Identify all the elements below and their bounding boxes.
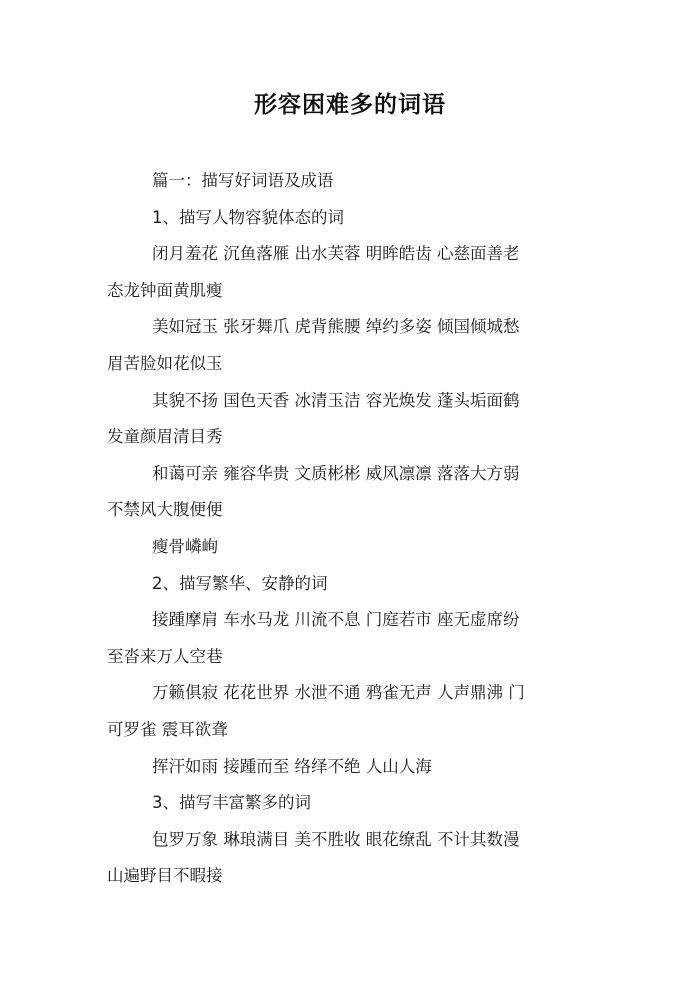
paragraph-line: 态龙钟面黄肌瘦 bbox=[107, 280, 223, 300]
document-body bbox=[107, 163, 597, 895]
paragraph-line: 可罗雀 震耳欲聋 bbox=[107, 719, 228, 739]
paragraph-line: 闭月羞花 沉鱼落雁 出水芙蓉 明眸皓齿 心慈面善老 bbox=[152, 244, 520, 264]
paragraph-line: 万籁俱寂 花花世界 水泄不通 鸦雀无声 人声鼎沸 门 bbox=[152, 683, 525, 703]
paragraph-line: 不禁风大腹便便 bbox=[107, 500, 223, 520]
paragraph-line: 和蔼可亲 雍容华贵 文质彬彬 威风凛凛 落落大方弱 bbox=[152, 463, 520, 483]
paragraph-line: 发童颜眉清目秀 bbox=[107, 427, 223, 447]
paragraph-line: 至沓来万人空巷 bbox=[107, 646, 223, 666]
paragraph-line: 接踵摩肩 车水马龙 川流不息 门庭若市 座无虚席纷 bbox=[152, 610, 520, 630]
section-heading: 2、描写繁华、安静的词 bbox=[152, 573, 328, 593]
paragraph-line: 挥汗如雨 接踵而至 络绎不绝 人山人海 bbox=[152, 756, 432, 776]
section-heading: 1、描写人物容貌体态的词 bbox=[152, 207, 344, 227]
paragraph-line: 瘦骨嶙峋 bbox=[152, 536, 218, 556]
paragraph-line: 美如冠玉 张牙舞爪 虎背熊腰 绰约多姿 倾国倾城愁 bbox=[152, 317, 520, 337]
paragraph-line: 山遍野目不暇接 bbox=[107, 866, 223, 886]
paragraph-line: 篇一：描写好词语及成语 bbox=[152, 171, 334, 190]
paragraph-line: 其貌不扬 国色天香 冰清玉洁 容光焕发 蓬头垢面鹤 bbox=[152, 390, 520, 410]
section-heading: 3、描写丰富繁多的词 bbox=[152, 793, 311, 813]
document-title: 形容困难多的词语 bbox=[254, 92, 446, 118]
paragraph-line: 包罗万象 琳琅满目 美不胜收 眼花缭乱 不计其数漫 bbox=[152, 829, 520, 849]
paragraph-line: 眉苦脸如花似玉 bbox=[107, 353, 223, 373]
